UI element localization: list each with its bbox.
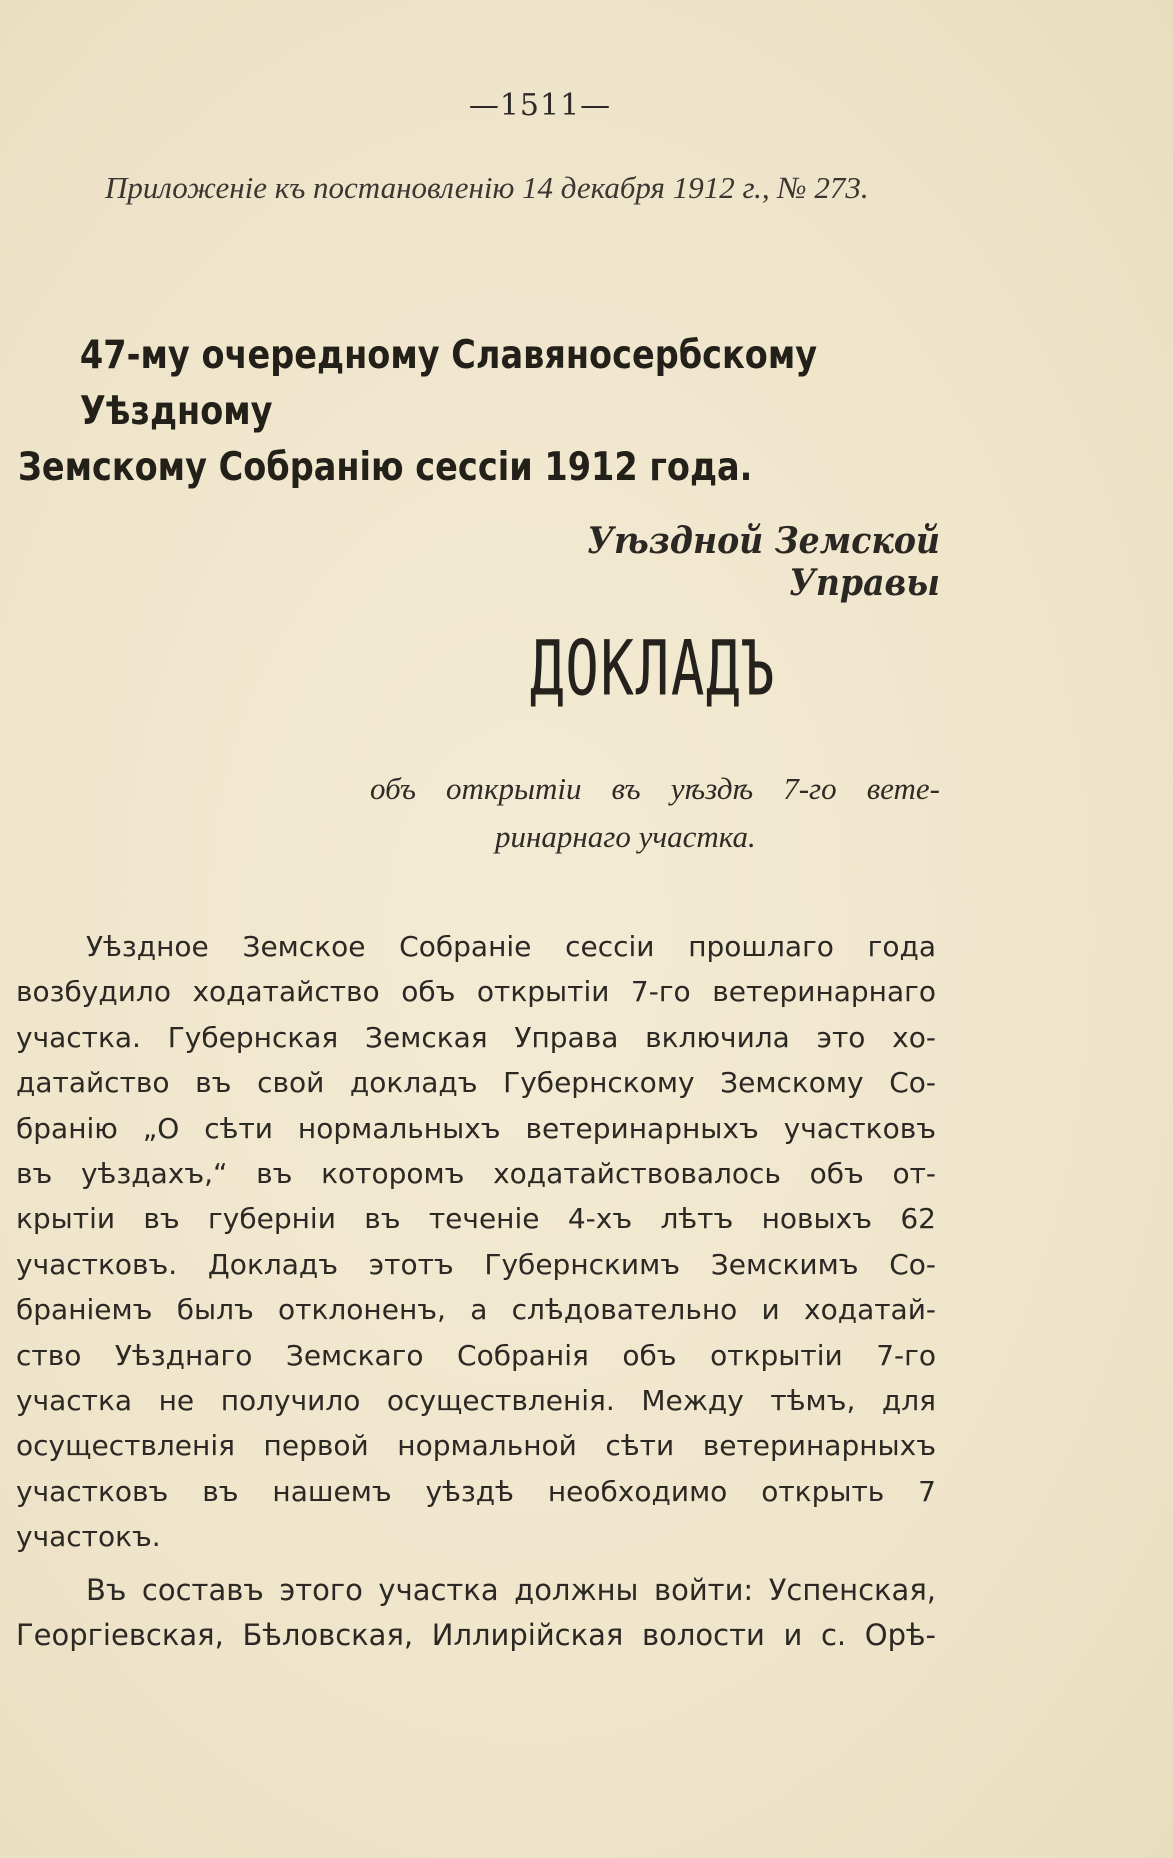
text-line: участка. Губернская Земская Управа включила это хо- bbox=[16, 1020, 936, 1054]
text-line: участковъ. Докладъ этотъ Губернскимъ Земскимъ Со- bbox=[16, 1247, 936, 1281]
page-number: —1511— bbox=[468, 88, 612, 123]
text-line: бранію „О сѣти нормальныхъ ветеринарныхъ участковъ bbox=[16, 1111, 936, 1145]
addressee-line-2: Земскому Собранію сессіи 1912 года. bbox=[18, 445, 753, 490]
text-line: участковъ въ нашемъ уѣздѣ необходимо открыть 7 bbox=[16, 1474, 936, 1508]
text-line: участка не получило осуществленія. Между тѣмъ, для bbox=[16, 1384, 936, 1418]
body-text bbox=[16, 924, 936, 1659]
text-line: крытіи въ губерніи въ теченіе 4-хъ лѣтъ новыхъ 62 bbox=[16, 1202, 936, 1236]
text-line: ство Уѣзднаго Земскаго Собранія объ открытіи 7-го bbox=[16, 1338, 936, 1372]
document-title: ДОКЛАДЪ bbox=[530, 625, 777, 714]
text-line: Уѣздное Земское Собраніе сессіи прошлаго года bbox=[86, 930, 936, 963]
issuer-line: Уѣздной Земской Управы bbox=[587, 520, 940, 604]
subtitle-line-2: ринарнаго участка. bbox=[495, 819, 756, 854]
text-line: Георгіевская, Бѣловская, Иллирійская волости и с. Орѣ- bbox=[16, 1618, 936, 1653]
text-line: осуществленія первой нормальной сѣти ветеринарныхъ bbox=[16, 1429, 936, 1463]
addressee-heading bbox=[18, 328, 943, 496]
text-line: Въ составъ этого участка должны войти: Успенская, bbox=[86, 1572, 936, 1607]
document-subtitle bbox=[370, 765, 940, 861]
addressee-line-1: 47-му очередному Славяносербскому Уѣздному bbox=[79, 333, 818, 434]
appendix-note: Приложеніе къ постановленію 14 декабря 1912 г., № 273. bbox=[105, 170, 869, 205]
paragraph-1 bbox=[16, 924, 936, 1560]
text-line: возбудило ходатайство объ открытіи 7-го ветеринарнаго bbox=[16, 975, 936, 1009]
subtitle-line-1: объ открытіи въ уѣздѣ 7-го вете- bbox=[370, 771, 940, 806]
text-line: браніемъ былъ отклоненъ, а слѣдовательно и ходатай- bbox=[16, 1293, 936, 1327]
text-line: участокъ. bbox=[16, 1520, 161, 1554]
text-line: въ уѣздахъ,“ въ которомъ ходатайствовалось объ от- bbox=[16, 1157, 936, 1191]
paragraph-2 bbox=[16, 1568, 936, 1659]
text-line: датайство въ свой докладъ Губернскому Земскому Со- bbox=[16, 1066, 936, 1100]
